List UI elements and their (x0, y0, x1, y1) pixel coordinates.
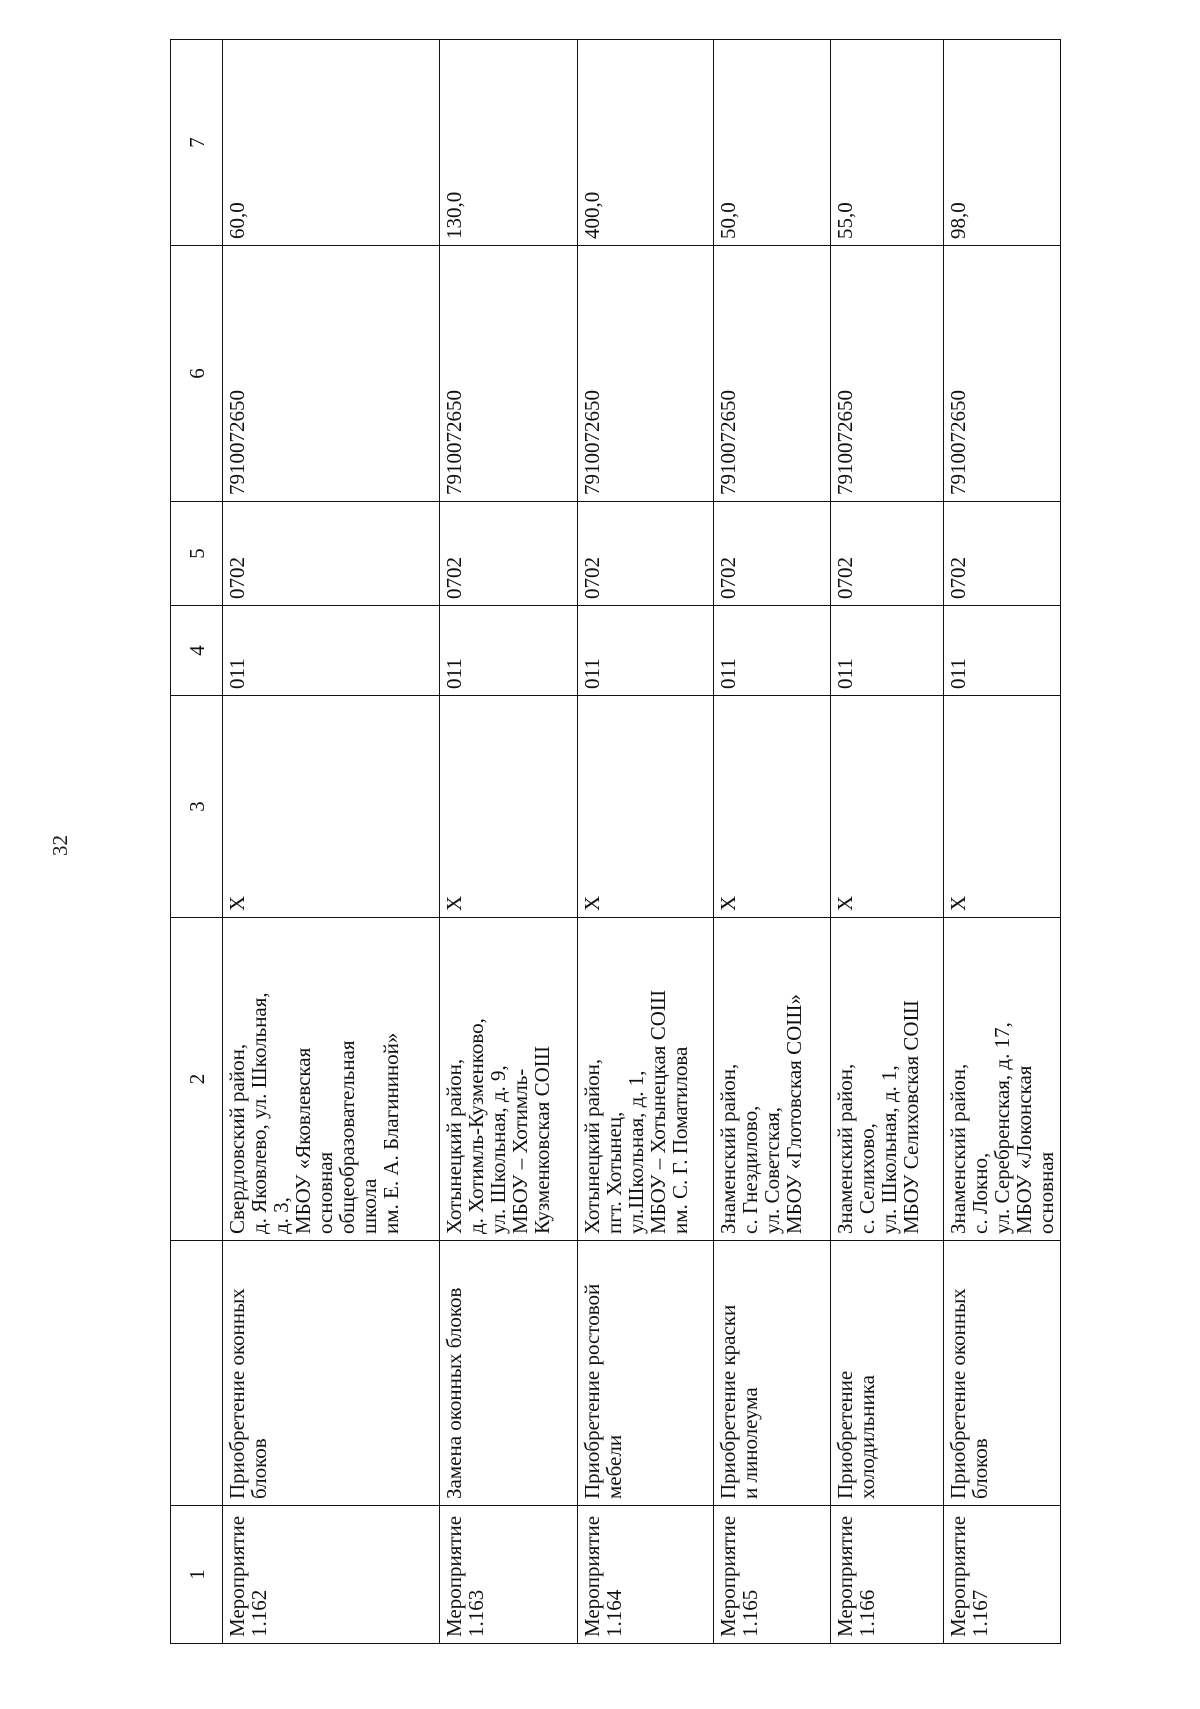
cell-col7: 98,0 (944, 40, 1061, 246)
measure-address: Знаменский район, с. Селихово, ул. Школьная, д. 1, МБОУ Селиховская СОШ (831, 918, 944, 1241)
measure-address: Знаменский район, с. Локно, ул. Серебренская, д. 17, МБОУ «Локонская основная (944, 918, 1061, 1241)
cell-col7: 130,0 (440, 40, 578, 246)
cell-col4: 011 (944, 606, 1061, 696)
cell-col6: 7910072650 (223, 246, 440, 502)
cell-col6: 7910072650 (714, 246, 831, 502)
table-row (440, 40, 578, 1644)
header-cell: 7 (171, 40, 223, 246)
cell-col6: 7910072650 (944, 246, 1061, 502)
cell-col4: 011 (223, 606, 440, 696)
cell-col3: X (714, 696, 831, 918)
cell-col5: 0702 (714, 502, 831, 606)
cell-col3: X (944, 696, 1061, 918)
measure-name: Замена оконных блоков (440, 1241, 578, 1506)
cell-col4: 011 (578, 606, 714, 696)
header-cell: 3 (171, 696, 223, 918)
table-row (944, 40, 1061, 1644)
cell-col5: 0702 (440, 502, 578, 606)
measure-name: Приобретение ростовой мебели (578, 1241, 714, 1506)
header-cell: 5 (171, 502, 223, 606)
cell-col3: X (578, 696, 714, 918)
header-row (171, 40, 223, 1644)
cell-col6: 7910072650 (831, 246, 944, 502)
cell-col4: 011 (714, 606, 831, 696)
cell-col5: 0702 (578, 502, 714, 606)
measure-id: Мероприятие 1.162 (223, 1506, 440, 1644)
measure-name: Приобретение холодильника (831, 1241, 944, 1506)
header-cell (171, 1241, 223, 1506)
measure-id: Мероприятие 1.163 (440, 1506, 578, 1644)
measure-name: Приобретение оконных блоков (223, 1241, 440, 1506)
cell-col4: 011 (440, 606, 578, 696)
measure-id: Мероприятие 1.167 (944, 1506, 1061, 1644)
cell-col4: 011 (831, 606, 944, 696)
table-row (831, 40, 944, 1644)
cell-col5: 0702 (831, 502, 944, 606)
table-row (578, 40, 714, 1644)
table-row (714, 40, 831, 1644)
cell-col7: 50,0 (714, 40, 831, 246)
cell-col5: 0702 (944, 502, 1061, 606)
measure-id: Мероприятие 1.164 (578, 1506, 714, 1644)
cell-col3: X (223, 696, 440, 918)
table-row (223, 40, 440, 1644)
measure-name: Приобретение краски и линолеума (714, 1241, 831, 1506)
header-cell: 2 (171, 918, 223, 1241)
measure-address: Хотынецкий район, д. Хотимль-Кузменково, ул. Школьная, д. 9, МБОУ – Хотимль- Кузменковская СОШ (440, 918, 578, 1241)
header-cell: 4 (171, 606, 223, 696)
cell-col6: 7910072650 (578, 246, 714, 502)
cell-col7: 55,0 (831, 40, 944, 246)
cell-col7: 60,0 (223, 40, 440, 246)
measure-address: Хотынецкий район, пгт. Хотынец, ул.Школьная, д. 1, МБОУ – Хотынецкая СОШ им. С. Г. Поматилова (578, 918, 714, 1241)
measure-id: Мероприятие 1.166 (831, 1506, 944, 1644)
cell-col5: 0702 (223, 502, 440, 606)
cell-col6: 7910072650 (440, 246, 578, 502)
cell-col7: 400,0 (578, 40, 714, 246)
cell-col3: X (440, 696, 578, 918)
header-cell: 6 (171, 246, 223, 502)
header-cell: 1 (171, 1506, 223, 1644)
rotated-table-container (170, 39, 1061, 1644)
measures-table (170, 39, 1061, 1644)
measure-id: Мероприятие 1.165 (714, 1506, 831, 1644)
measure-address: Знаменский район, с. Гнездилово, ул. Советская, МБОУ «Глотовская СОШ» (714, 918, 831, 1241)
measure-address: Свердловский район, д. Яковлево, ул. Школьная, д. 3, МБОУ «Яковлевская основная общеобразовательная школа им. Е. А. Благининой» (223, 918, 440, 1241)
page-number: 32 (48, 835, 72, 856)
cell-col3: X (831, 696, 944, 918)
measure-name: Приобретение оконных блоков (944, 1241, 1061, 1506)
